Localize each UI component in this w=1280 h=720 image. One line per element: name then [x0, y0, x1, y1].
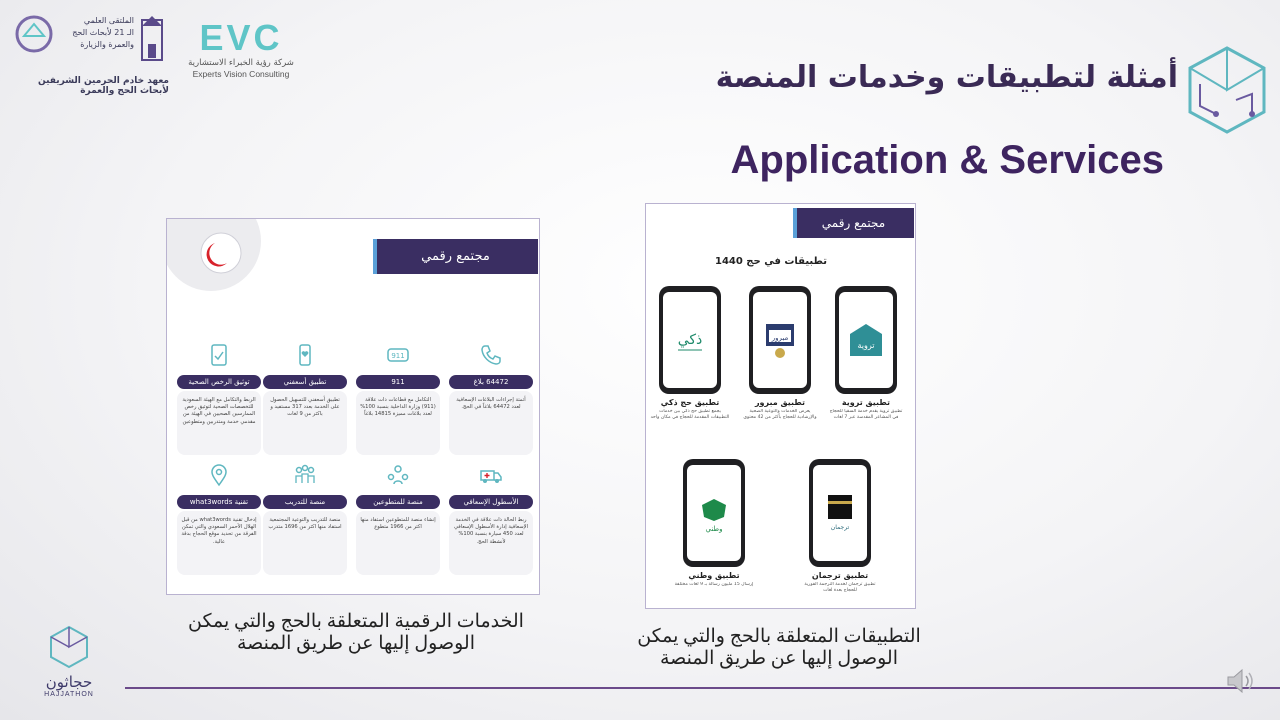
service-title: الأسطول الإسعافي [449, 495, 533, 509]
tarwiya-screen-label: تروية [857, 341, 875, 350]
hajjathon-arabic: حجاثون [45, 673, 93, 691]
evc-logo [186, 18, 296, 88]
app-desc: تطبيق ترجمان لخدمة الترجمة الفورية للحجاج بعدة لغات [804, 582, 876, 593]
watani-screen-label: وطني [705, 525, 723, 533]
service-title: منصة للتدريب [263, 495, 347, 509]
smart-hajj-logo-icon [670, 320, 710, 360]
911-badge-icon [386, 343, 410, 367]
service-title: منصة للمتطوعين [356, 495, 440, 509]
service-item-reports [449, 343, 533, 455]
service-desc: ربط الحالة ذات علاقة في الخدمة الإسعافية إدارة الأسطول الإسعافي لعدد 450 سيارة بنسبة 100% لأنشطة الحج. [449, 511, 533, 575]
speaker-icon[interactable] [1224, 666, 1258, 696]
app-desc: إرسال 15 مليون رسالة بـ 9 لغات مختلفة [674, 582, 754, 587]
app-name: تطبيق ترجمان [811, 571, 869, 580]
service-title: تطبيق أسعفني [263, 375, 347, 389]
app-name: تطبيق وطني [688, 571, 740, 580]
red-crescent-logo-icon [166, 218, 263, 299]
service-item-what3words [177, 463, 261, 575]
group-training-icon [293, 463, 317, 487]
app-name: تطبيق حج ذكي [660, 398, 720, 407]
service-desc: أتمتة إجراءات البلاغات الإسعافية لعدد 64472 بلاغاً في الحج. [449, 391, 533, 455]
app-tarwiya [826, 286, 906, 439]
hajjathon-cube-icon [47, 625, 91, 669]
app-desc: تطبيق تروية يقدم خدمة السقيا للحجاج في المشاعر المقدسة عبر 7 لغات [829, 409, 903, 420]
smart-hajj-screen-label: ذكي [677, 332, 703, 348]
service-item-911 [356, 343, 440, 455]
app-watani [674, 459, 754, 609]
volunteers-icon [386, 463, 410, 487]
phone-mockup [683, 459, 745, 567]
service-desc: إدخال تقنية what3words من قبل الهلال الأحمر السعودي والتي تمكن الفرقة من تحديد موقع الحجاج بدقة عالية. [177, 511, 261, 575]
service-desc: إنشاء منصة للمتطوعين استفاد منها اكثر من 1966 متطوع [356, 511, 440, 575]
tarwiya-logo-icon [846, 320, 886, 360]
phone-icon [479, 343, 503, 367]
service-title: 64472 بلاغ [449, 375, 533, 389]
service-item-asefni [263, 343, 347, 455]
institute-name: معهد خادم الحرمين الشريفين لأبحاث الحج والعمرة [37, 76, 169, 96]
phone-mockup [749, 286, 811, 394]
saudi-map-icon [694, 491, 734, 535]
service-item-training [263, 463, 347, 575]
hajjathon-english: HAJJATHON [44, 691, 94, 698]
turjuman-screen-label: ترجمان [830, 524, 850, 531]
service-title: 911 [356, 375, 440, 389]
phone-mockup [659, 286, 721, 394]
hajjathon-logo [34, 625, 104, 715]
mabroor-screen-label: مبرور [771, 334, 789, 342]
app-mabroor [740, 286, 820, 439]
document-check-icon [207, 343, 231, 367]
service-desc: منصة للتدريب والتوعية المجتمعية استفاد منها اكثر من 1696 متدرب [263, 511, 347, 575]
conference-emblem-icon [14, 14, 54, 54]
evc-english-name: Experts Vision Consulting [192, 69, 290, 79]
phone-mockup [835, 286, 897, 394]
service-title: تقنية what3words [177, 495, 261, 509]
service-desc: الربط والتكامل مع الهيئة السعودية للتخصصات الصحية لتوثيق رخص الممارسين الصحيين في الهيئة من مقدمي خدمة ومتدربين ومتطوعين [177, 391, 261, 455]
service-desc: تطبيق أسعفني للتسهيل الحصول على الخدمة بعدد 317 مستفيد و باكثر من 9 لغات [263, 391, 347, 455]
page-title-arabic: أمثلة لتطبيقات وخدمات المنصة [715, 60, 1178, 95]
page-title-english: Application & Services [730, 138, 1164, 182]
right-caption: التطبيقات المتعلقة بالحج والتي يمكن الوصول إليها عن طريق المنصة [637, 626, 921, 669]
hajj-apps-card [645, 203, 916, 609]
app-desc: يعرض الخدمات والتوعية الصحية والإرشادية للحجاج بأكثر من 42 محتوى [743, 409, 817, 420]
svg-text:911: 911 [391, 352, 405, 360]
service-item-fleet [449, 463, 533, 575]
phone-mockup [809, 459, 871, 567]
left-banner [373, 239, 538, 274]
conference-logo [14, 14, 169, 104]
org-line1: الملتقى العلمي [83, 16, 134, 25]
org-line2: الـ 21 لأبحاث الحج [72, 28, 134, 37]
service-item-licenses [177, 343, 261, 455]
evc-mark: EVC [199, 17, 283, 58]
left-banner-label: مجتمع رقمي [421, 249, 490, 264]
app-name: تطبيق تروية [841, 398, 891, 407]
service-title: توثيق الرخص الصحية [177, 375, 261, 389]
ambulance-icon [479, 463, 503, 487]
app-turjuman [800, 459, 880, 609]
evc-arabic-name: شركة رؤية الخبراء الاستشارية [188, 58, 294, 68]
footer-divider [125, 687, 1280, 689]
app-desc: يجمع تطبيق حج ذكي بين خدمات التطبيقات المقدمة للحجاج في مكان واحد [650, 409, 730, 420]
mabroor-logo-icon [760, 320, 800, 360]
service-item-volunteers [356, 463, 440, 575]
apps-heading: تطبيقات في حج 1440 [714, 256, 828, 267]
right-banner [793, 208, 914, 238]
app-name: تطبيق مبرور [754, 398, 806, 407]
service-desc: التكامل مع قطاعات ذات علاقة (911) وزارة الداخلية بنسبة 100% لعدد بلاغات مميزة 14815 بلاغاً [356, 391, 440, 455]
institute-seal-icon [136, 14, 168, 66]
org-line3: والعمرة والزيارة [80, 40, 134, 49]
app-smart-hajj [650, 286, 730, 439]
circuit-cube-icon [1186, 44, 1268, 136]
location-pin-icon [207, 463, 231, 487]
left-caption: الخدمات الرقمية المتعلقة بالحج والتي يمكن الوصول إليها عن طريق المنصة [188, 611, 524, 654]
digital-services-card [166, 218, 540, 595]
mobile-heart-icon [293, 343, 317, 367]
kaaba-logo-icon [820, 491, 860, 535]
right-banner-label: مجتمع رقمي [821, 216, 886, 230]
